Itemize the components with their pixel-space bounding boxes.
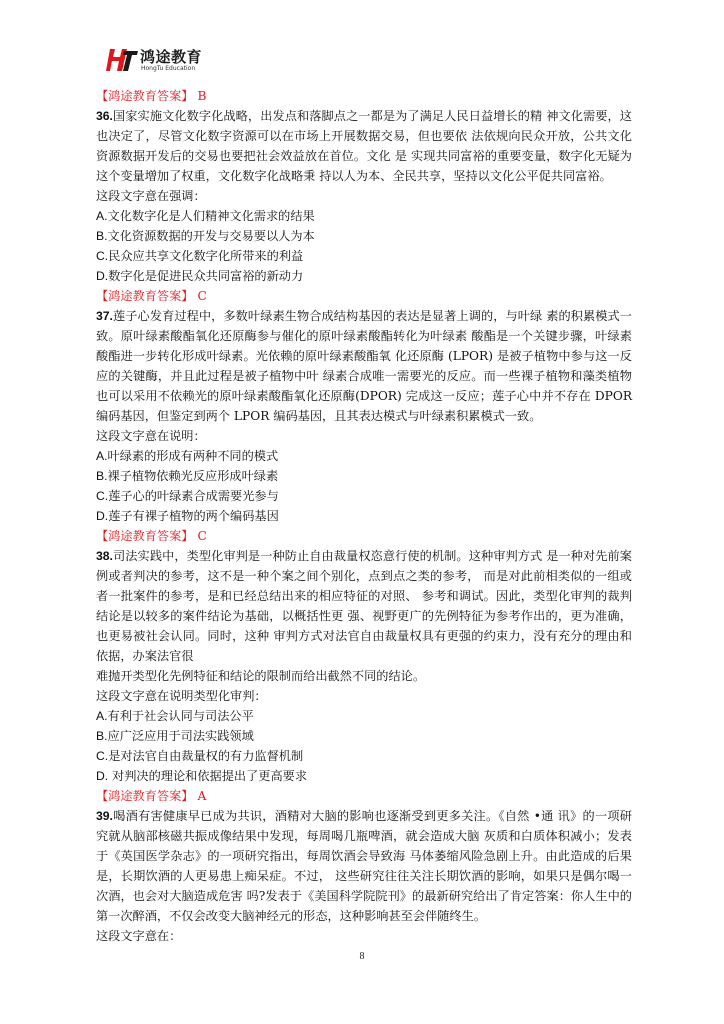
hongtu-logo-icon xyxy=(106,47,138,73)
option-letter: B. xyxy=(96,469,108,483)
option-text: 裸子植物依赖光反应形成叶绿素 xyxy=(107,469,279,483)
logo-text: 鸿途教育 xyxy=(140,48,203,66)
question-stem: 司法实践中，类型化审判是一种防止自由裁量权恣意行使的机制。这种审判方式 是一种对先前案例或者判决的参考，这不是一种个案之间个别化，点到点之类的参考， 而是对此前相类似的一组或者一批案件的参考，是和已经总结出来的相应特征的对照、 参考和调试。因此，类型化审判的裁判结论是以较多的案件结论为基础，以概括性更 强、视野更广的先例特征为参考作出的，更为准确，也更易被社会认同。同时，这种 审判方式对法官自由裁量权具有更强的约束力，没有充分的理由和依据，办案法官很 xyxy=(96,549,632,663)
option-letter: C. xyxy=(96,249,109,263)
answer-line xyxy=(96,526,632,546)
option-b xyxy=(96,726,632,746)
question-number: 36. xyxy=(96,109,113,123)
option-text: 文化数字化是人们精神文化需求的结果 xyxy=(107,209,315,223)
option-letter: B. xyxy=(96,729,108,743)
option-text: 民众应共享文化数字化所带来的利益 xyxy=(108,249,304,263)
option-text: 应广泛应用于司法实践领域 xyxy=(107,729,254,743)
page-number: 8 xyxy=(359,951,365,962)
question-39 xyxy=(96,806,632,926)
question-stem: 喝酒有害健康早已成为共识，酒精对大脑的影响也逐渐受到更多关注。《自然 •通 讯》的一项研究就从脑部核磁共振成像结果中发现，每周喝几瓶啤酒，就会造成大脑 灰质和白质体积减小；发表于《英国医学杂志》的一项研究指出，每周饮酒会导致海 马体萎缩风险急剧上升。由此造成的后果是，长期饮酒的人更易患上痴呆症。不过， 这些研究往往关注长期饮酒的影响，如果只是偶尔喝一次酒，也会对大脑造成危害 吗?发表于《美国科学院院刊》的最新研究给出了肯定答案：你人生中的第一次醉酒，不仅会改变大脑神经元的形态，这种影响甚至会伴随终生。 xyxy=(96,809,632,923)
answer-prefix: 【鸿途教育答案】 xyxy=(96,289,194,303)
answer-letter: B xyxy=(197,89,207,103)
option-text: 是对法官自由裁量权的有力监督机制 xyxy=(108,749,304,763)
option-letter: C. xyxy=(96,749,109,763)
question-36 xyxy=(96,106,632,186)
option-letter: A. xyxy=(96,209,108,223)
option-text: 莲子心的叶绿素合成需要光参与 xyxy=(108,489,279,503)
answer-prefix: 【鸿途教育答案】 xyxy=(96,89,194,103)
answer-line xyxy=(96,786,632,806)
option-text: 有利于社会认同与司法公平 xyxy=(107,709,254,723)
option-d xyxy=(96,266,632,286)
option-text: 数字化是促进民众共同富裕的新动力 xyxy=(108,269,304,283)
option-c xyxy=(96,486,632,506)
option-letter: B. xyxy=(96,229,108,243)
answer-letter: A xyxy=(197,789,207,803)
question-number: 37. xyxy=(96,309,113,323)
answer-letter: C xyxy=(197,529,207,543)
option-a xyxy=(96,446,632,466)
question-number: 38. xyxy=(96,549,113,563)
question-prompt: 这段文字意在说明类型化审判： xyxy=(96,689,267,703)
question-38 xyxy=(96,546,632,666)
option-letter: D. xyxy=(96,509,109,523)
logo-subtitle: HongTu Education xyxy=(141,65,196,72)
option-a xyxy=(96,206,632,226)
option-a xyxy=(96,706,632,726)
option-text: 对判决的理论和依据提出了更高要求 xyxy=(108,769,308,783)
option-c xyxy=(96,746,632,766)
option-letter: A. xyxy=(96,709,108,723)
option-text: 叶绿素的形成有两种不同的模式 xyxy=(107,449,279,463)
option-letter: A. xyxy=(96,449,108,463)
answer-prefix: 【鸿途教育答案】 xyxy=(96,529,194,543)
question-stem-tail: 难抛开类型化先例特征和结论的限制而给出截然不同的结论。 xyxy=(96,669,426,683)
option-text: 莲子有裸子植物的两个编码基因 xyxy=(108,509,279,523)
answer-line xyxy=(96,286,632,306)
option-c xyxy=(96,246,632,266)
answer-letter: C xyxy=(197,289,207,303)
option-d xyxy=(96,766,632,786)
question-stem: 莲子心发育过程中，多数叶绿素生物合成结构基因的表达是显著上调的，与叶绿 素的积累模式一致。原叶绿素酸酯氧化还原酶参与催化的原叶绿素酸酯转化为叶绿素 酸酯是一个关键步骤，叶绿素酸酯进一步转化形成叶绿素。光依赖的原叶绿素酸酯氧 化还原酶 (LPOR) 是被子植物中参与这一反应的关键酶，并且此过程是被子植物中叶 绿素合成唯一需要光的反应。而一些裸子植物和藻类植物也可以采用不依赖光的原叶绿素酸酯氧化还原酶(DPOR) 完成这一反应；莲子心中并不存在 DPOR 编码基因，但鉴定到两个 LPOR 编码基因，且其表达模式与叶绿素积累模式一致。 xyxy=(96,309,632,423)
option-b xyxy=(96,466,632,486)
option-text: 文化资源数据的开发与交易要以人为本 xyxy=(107,229,315,243)
option-d xyxy=(96,506,632,526)
option-letter: D. xyxy=(96,269,109,283)
hongtu-logo xyxy=(106,44,216,78)
question-prompt: 这段文字意在： xyxy=(96,929,182,943)
question-stem: 国家实施文化数字化战略，出发点和落脚点之一都是为了满足人民日益增长的精 神文化需要，这也决定了，尽管文化数字资源可以在市场上开展数据交易，但也要依 法依规向民众开放，公共文化资源数据开发后的交易也要把社会效益放在首位。文化 是 实现共同富裕的重要变量，数字化无疑为这个变量增加了权重，文化数字化战略秉 持以人为本、全民共享，坚持以文化公平促共同富裕。 xyxy=(96,109,632,183)
answer-prefix: 【鸿途教育答案】 xyxy=(96,789,194,803)
option-letter: D. xyxy=(96,769,109,783)
question-content xyxy=(96,86,632,946)
question-37 xyxy=(96,306,632,426)
question-prompt: 这段文字意在说明： xyxy=(96,429,206,443)
question-prompt: 这段文字意在强调： xyxy=(96,189,206,203)
option-b xyxy=(96,226,632,246)
option-letter: C. xyxy=(96,489,109,503)
question-number: 39. xyxy=(96,809,113,823)
answer-line xyxy=(96,86,632,106)
